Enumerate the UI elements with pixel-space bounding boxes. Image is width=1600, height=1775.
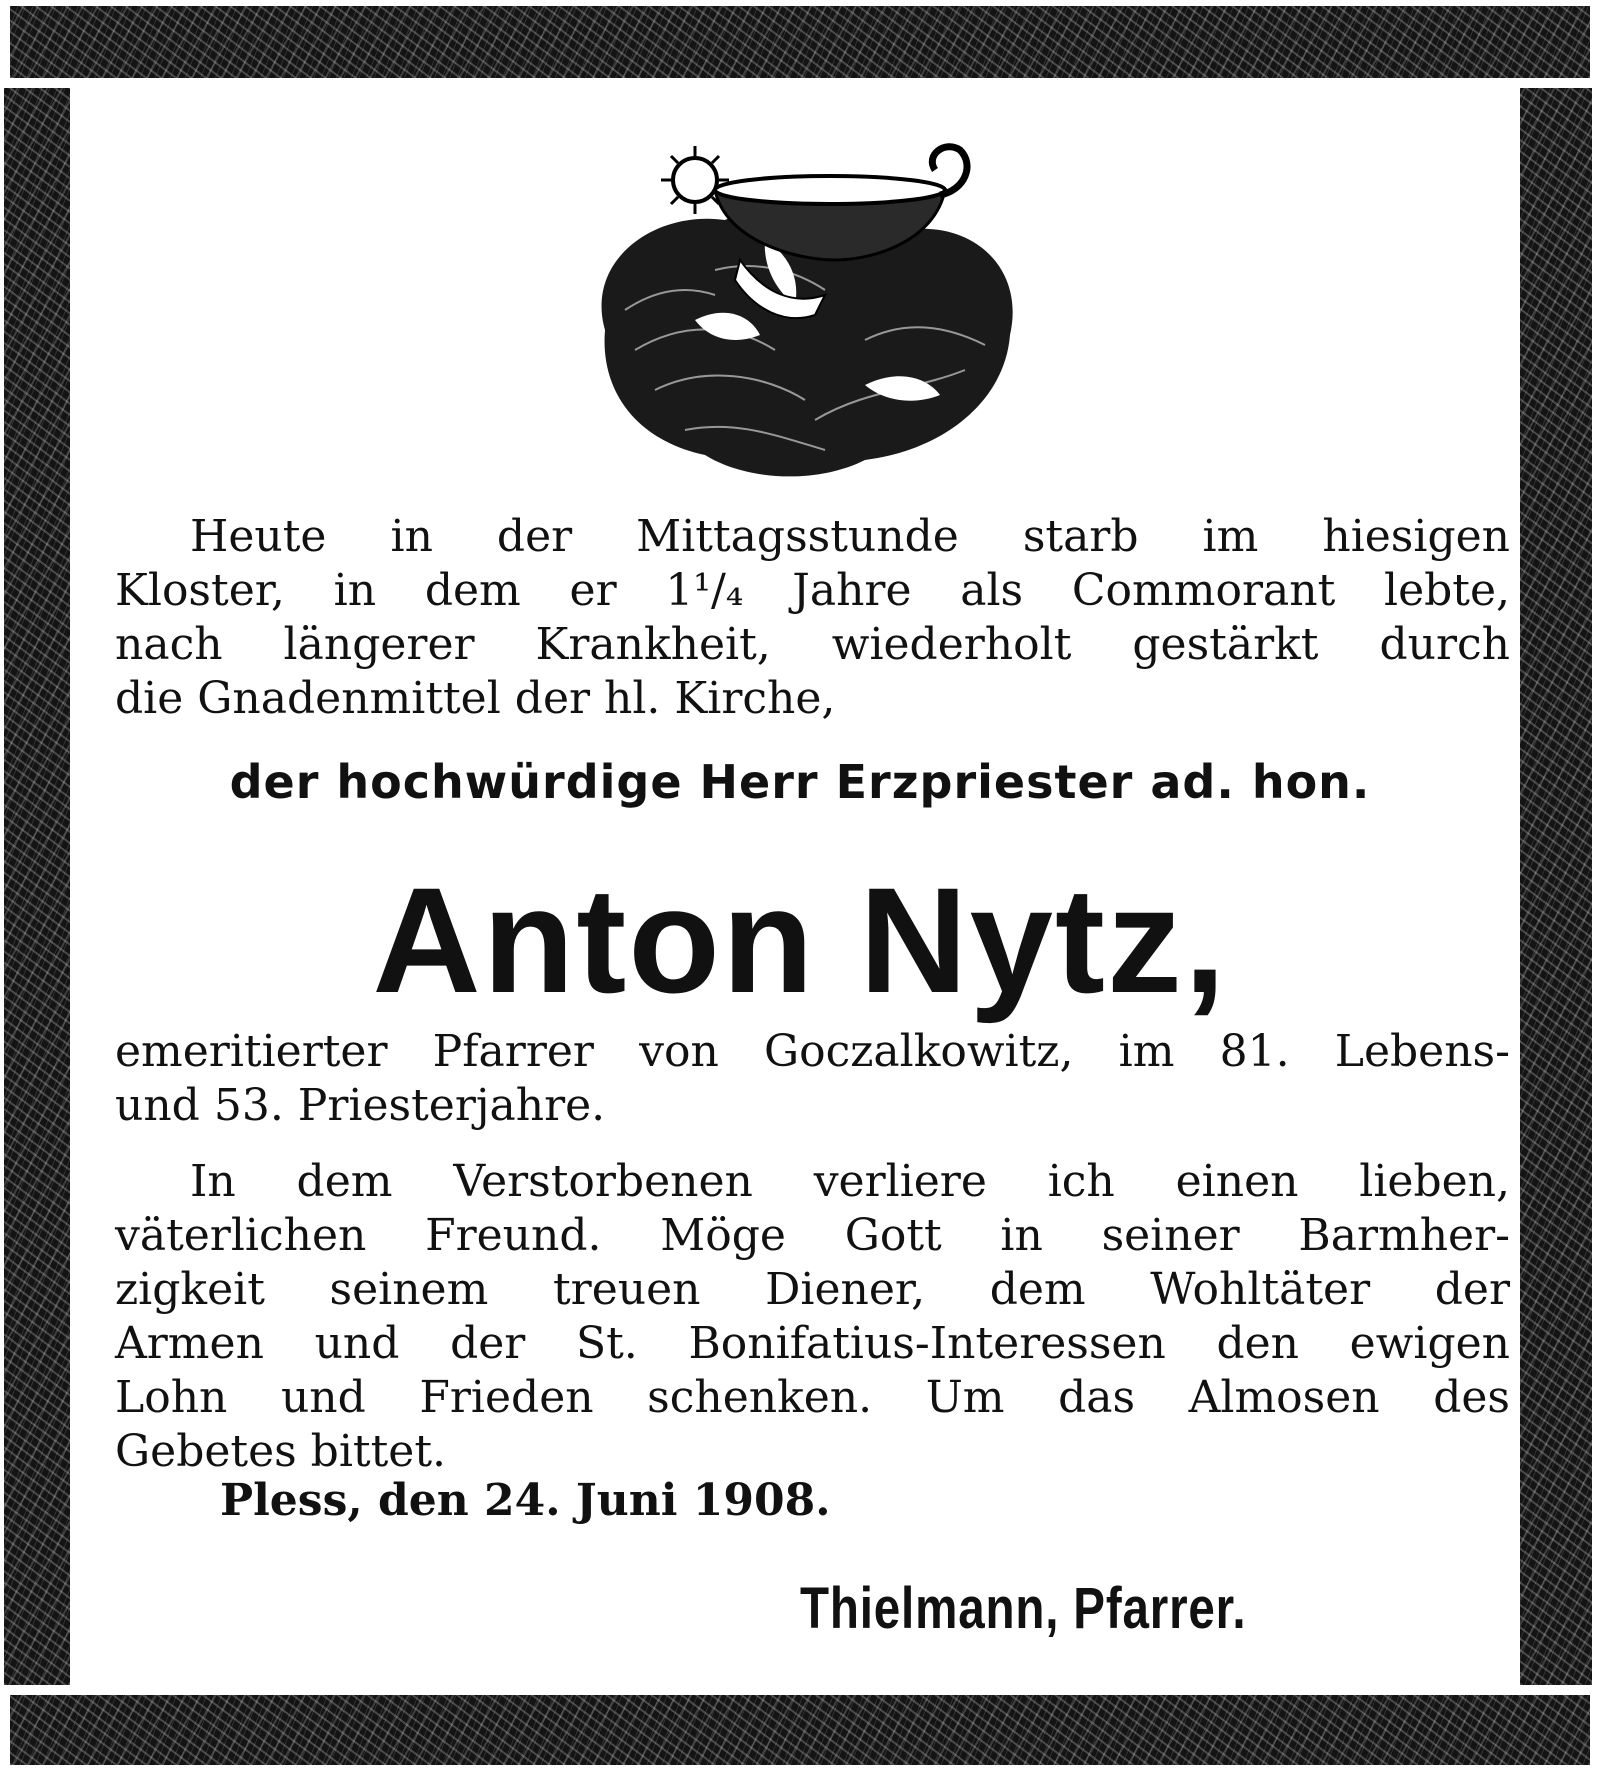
- honorific-title: der hochwürdige Herr Erzpriester ad. hon.: [229, 755, 1371, 809]
- intro-line: Kloster, in dem er 1¹/₄ Jahre als Commorant lebte,: [115, 565, 1510, 616]
- border-left: [4, 88, 70, 1685]
- body-paragraph: [115, 1155, 1510, 1479]
- description-line: und 53. Priesterjahre.: [115, 1080, 606, 1131]
- urn-wreath-icon: [565, 120, 1035, 490]
- signature: Thielmann, Pfarrer.: [800, 1576, 1247, 1641]
- intro-line: Heute in der Mittagsstunde starb im hiesigen: [190, 511, 1510, 562]
- obituary-notice: [90, 100, 1510, 1680]
- intro-line: die Gnadenmittel der hl. Kirche,: [115, 673, 836, 724]
- body-line: In dem Verstorbenen verliere ich einen lieben,: [190, 1156, 1510, 1207]
- body-line: väterlichen Freund. Möge Gott in seiner Barmher-: [115, 1210, 1510, 1261]
- description-paragraph: [115, 1025, 1510, 1133]
- body-line: Gebetes bittet.: [115, 1426, 446, 1477]
- body-line: Armen und der St. Bonifatius-Interessen den ewigen: [115, 1318, 1510, 1369]
- body-line: Lohn und Frieden schenken. Um das Almosen des: [115, 1372, 1510, 1423]
- intro-line: nach längerer Krankheit, wiederholt gestärkt durch: [115, 619, 1510, 670]
- intro-paragraph: [115, 510, 1510, 726]
- border-right: [1520, 88, 1592, 1685]
- description-line: emeritierter Pfarrer von Goczalkowitz, im 81. Lebens-: [115, 1026, 1510, 1077]
- deceased-name: Anton Nytz,: [372, 856, 1228, 1024]
- place-date: Pless, den 24. Juni 1908.: [220, 1475, 831, 1526]
- body-line: zigkeit seinem treuen Diener, dem Wohltäter der: [115, 1264, 1510, 1315]
- border-bottom: [10, 1695, 1590, 1765]
- border-top: [10, 6, 1590, 78]
